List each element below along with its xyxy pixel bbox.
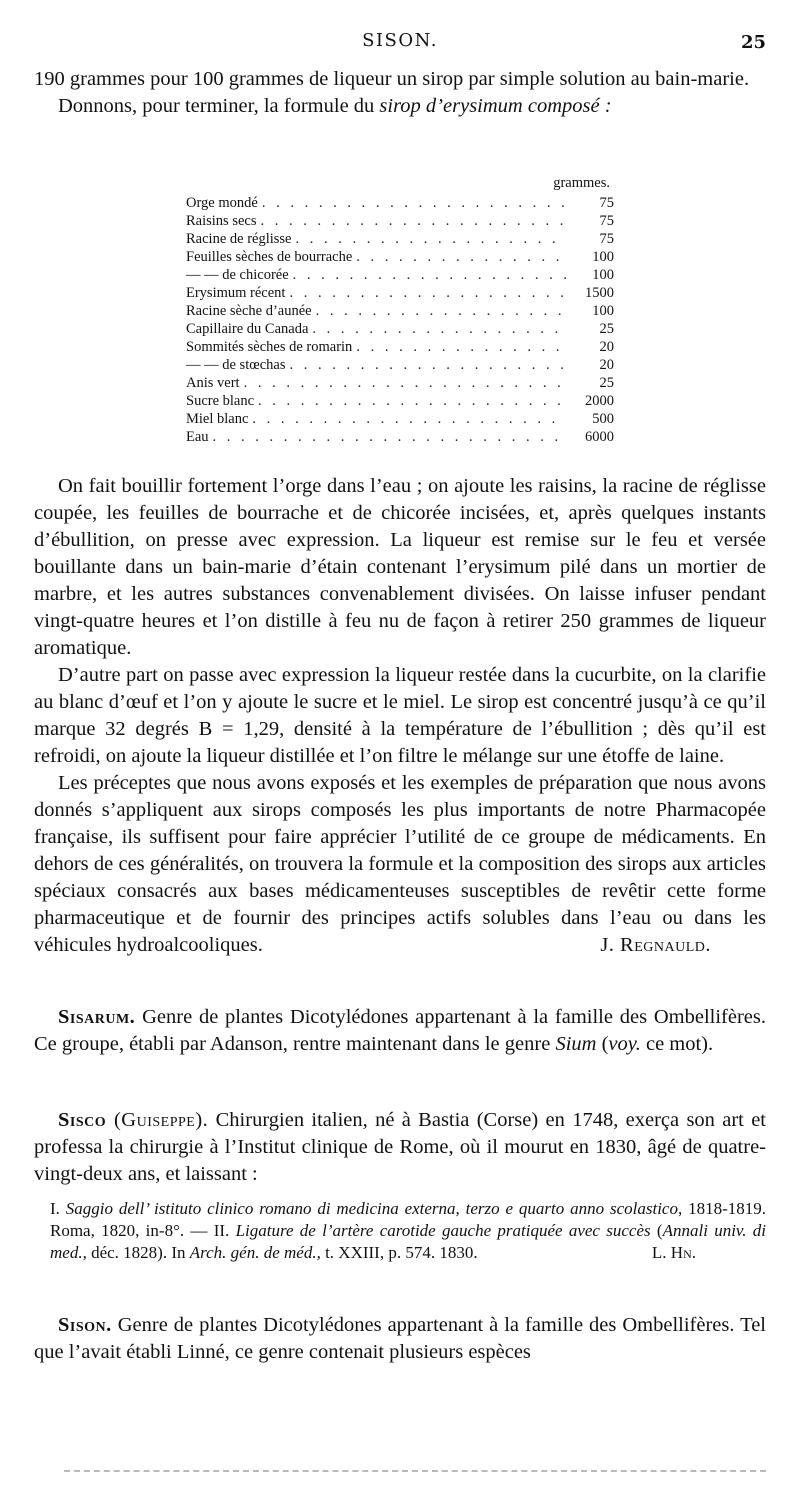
recipe-quantity: 500 bbox=[592, 411, 614, 427]
dot-leader bbox=[260, 212, 566, 230]
running-title: SISON. bbox=[362, 30, 438, 51]
biblio-signature: L. Hn. bbox=[651, 1243, 696, 1262]
biblio-part: déc. 1828). In bbox=[86, 1243, 190, 1262]
bottom-bleed-rule bbox=[64, 1470, 766, 1472]
biblio-title-2: Ligature de l’artère carotide gauche pratiquée avec succès bbox=[235, 1221, 651, 1240]
recipe-quantity: 100 bbox=[592, 249, 614, 265]
recipe-ingredient: Capillaire du Canada bbox=[186, 321, 309, 337]
sisarum-text-2: ( bbox=[596, 1033, 609, 1055]
biblio-journal-2: Arch. gén. de méd., bbox=[189, 1243, 321, 1262]
dot-leader bbox=[296, 230, 567, 248]
recipe-ingredient: Raisins secs bbox=[186, 213, 257, 229]
recipe-row bbox=[186, 230, 614, 248]
recipe-row bbox=[186, 356, 614, 374]
recipe-quantity: 25 bbox=[599, 321, 614, 337]
recipe-ingredient: Orge mondé bbox=[186, 195, 258, 211]
recipe-quantity: 6000 bbox=[585, 429, 614, 445]
recipe-quantity: 75 bbox=[599, 231, 614, 247]
dot-leader bbox=[289, 284, 566, 302]
recipe-row bbox=[186, 212, 614, 230]
running-head bbox=[34, 30, 766, 54]
recipe-quantity: 100 bbox=[592, 303, 614, 319]
entry-sisco bbox=[34, 1107, 766, 1264]
recipe-ingredient: Sucre blanc bbox=[186, 393, 255, 409]
recipe-row bbox=[186, 320, 614, 338]
biblio-journal-1: Annali univ. di med., bbox=[50, 1221, 766, 1262]
intro-block bbox=[34, 66, 766, 120]
recipe-ingredient: Erysimum récent bbox=[186, 285, 286, 301]
recipe-table bbox=[186, 174, 614, 446]
recipe-row bbox=[186, 248, 614, 266]
recipe-quantity: 1500 bbox=[585, 285, 614, 301]
recipe-row bbox=[186, 266, 614, 284]
recipe-row bbox=[186, 338, 614, 356]
sisarum-text-3: ce mot). bbox=[640, 1033, 714, 1055]
preparation-paragraph-2: D’autre part on passe avec expression la liqueur restée dans la cucurbite, on la clarifie au blanc d’œuf et l’on y ajoute le sucre et le miel. Le sirop est concentré jusqu’à ce qu’il marque 32 degrés B = 1,29, densité à la température de l’ébullition ; dès qu’il est refroidi, on ajoute la liqueur distillée et l’on filtre le mélange sur une étoffe de laine. bbox=[34, 664, 766, 767]
formula-intro bbox=[34, 93, 766, 120]
dot-leader bbox=[262, 194, 566, 212]
recipe-ingredient: Miel blanc bbox=[186, 411, 249, 427]
sisco-text: Chirurgien italien, né à Bastia (Corse) en 1748, exerça son art et professa la chirurgie à l’Institut clinique de Rome, où il mourut en 1830, âgé de quatre-vingt-deux ans, et laissant : bbox=[34, 1109, 766, 1185]
recipe-row bbox=[186, 194, 614, 212]
entry-sison bbox=[34, 1312, 766, 1366]
sison-headword: Sison. bbox=[58, 1314, 112, 1336]
sison-paragraph bbox=[34, 1312, 766, 1366]
dot-leader bbox=[316, 302, 566, 320]
biblio-part: 1818-1819. Roma, 1820, in-8°. — II. bbox=[50, 1199, 766, 1240]
recipe-row bbox=[186, 302, 614, 320]
entry-sisarum bbox=[34, 1004, 766, 1058]
formula-intro-text: Donnons, pour terminer, la formule du bbox=[58, 95, 380, 117]
recipe-ingredient: — — de stœchas bbox=[186, 357, 286, 373]
preparation-paragraph-1: On fait bouillir fortement l’orge dans l’eau ; on ajoute les raisins, la racine de réglisse coupée, les feuilles de bourrache et de chicorée incisées, et, après quelques instants d’ébullition, on presse avec expression. La liqueur est remise sur le feu et versée bouillante dans un bain-marie d’étain contenant l’erysimum pilé dans un mortier de marbre, et les autres substances convenablement divisées. On laisse infuser pendant vingt-quatre heures et l’on distille à feu nu de façon à retirer 250 grammes de liqueur aromatique. bbox=[34, 475, 766, 659]
sisarum-text-1: Genre de plantes Dicotylédones appartenant à la famille des Ombellifères. Ce groupe, établi par Adanson, rentre maintenant dans le genre bbox=[34, 1006, 766, 1055]
formula-title: sirop d’erysimum composé : bbox=[379, 95, 612, 117]
recipe-ingredient: Eau bbox=[186, 429, 209, 445]
sison-text: Genre de plantes Dicotylédones appartenant à la famille des Ombellifères. Tel que l’avait établi Linné, ce genre contenait plusieurs espèces bbox=[34, 1314, 766, 1363]
dot-leader bbox=[356, 248, 566, 266]
sisarum-voy: voy. bbox=[608, 1033, 641, 1055]
recipe-row bbox=[186, 284, 614, 302]
recipe-quantity: 20 bbox=[599, 357, 614, 373]
recipe-quantity: 20 bbox=[599, 339, 614, 355]
recipe-unit-header: grammes. bbox=[553, 175, 610, 191]
page-number: 25 bbox=[740, 32, 766, 53]
conclusion-text: Les préceptes que nous avons exposés et les exemples de préparation que nous avons donnés s’appliquent aux sirops composés les plus importants de notre Pharmacopée française, ils suffisent pour faire apprécier l’utilité de ce groupe de médicaments. En dehors de ces généralités, on trouvera la formule et la composition des sirops aux articles spéciaux consacrés aux bases médicamenteuses susceptibles de revêtir cette forme pharmaceutique et de fournir des principes actifs solubles dans l’eau ou dans les véhicules hydroalcooliques. bbox=[34, 772, 766, 956]
dot-leader bbox=[356, 338, 566, 356]
conclusion-paragraph bbox=[34, 770, 766, 959]
recipe-rows bbox=[186, 194, 614, 446]
dot-leader bbox=[258, 392, 566, 410]
recipe-quantity: 100 bbox=[592, 267, 614, 283]
dot-leader bbox=[252, 410, 566, 428]
biblio-part: ( bbox=[650, 1221, 663, 1240]
author-signature: J. Regnauld. bbox=[600, 934, 711, 956]
recipe-quantity: 2000 bbox=[585, 393, 614, 409]
biblio-part: I. bbox=[50, 1199, 66, 1218]
sisco-headword: Sisco bbox=[58, 1109, 107, 1131]
sisarum-genus: Sium bbox=[555, 1033, 597, 1055]
dot-leader bbox=[289, 356, 566, 374]
sisco-bibliography bbox=[34, 1198, 766, 1264]
preparation-block bbox=[34, 473, 766, 959]
recipe-quantity: 75 bbox=[599, 195, 614, 211]
recipe-quantity: 25 bbox=[599, 375, 614, 391]
recipe-row bbox=[186, 374, 614, 392]
dot-leader bbox=[213, 428, 566, 446]
recipe-quantity: 75 bbox=[599, 213, 614, 229]
recipe-ingredient: — — de chicorée bbox=[186, 267, 289, 283]
sisco-paragraph bbox=[34, 1107, 766, 1188]
recipe-row bbox=[186, 392, 614, 410]
dot-leader bbox=[244, 374, 566, 392]
recipe-ingredient: Feuilles sèches de bourrache bbox=[186, 249, 353, 265]
sisarum-paragraph bbox=[34, 1004, 766, 1058]
recipe-ingredient: Racine sèche d’aunée bbox=[186, 303, 312, 319]
recipe-ingredient: Sommités sèches de romarin bbox=[186, 339, 353, 355]
dot-leader bbox=[293, 266, 566, 284]
biblio-title-1: Saggio dell’ istituto clinico romano di medicina externa, terzo e quarto anno scolastico, bbox=[65, 1199, 683, 1218]
recipe-row bbox=[186, 410, 614, 428]
recipe-row bbox=[186, 428, 614, 446]
sisarum-headword: Sisarum. bbox=[58, 1006, 136, 1028]
intro-paragraph: 190 grammes pour 100 grammes de liqueur un sirop par simple solution au bain-marie. bbox=[34, 68, 750, 90]
biblio-part: t. XXIII, p. 574. 1830. bbox=[320, 1243, 478, 1262]
dot-leader bbox=[312, 320, 566, 338]
sisco-given-name: (Guiseppe). bbox=[106, 1109, 209, 1131]
recipe-ingredient: Racine de réglisse bbox=[186, 231, 292, 247]
recipe-ingredient: Anis vert bbox=[186, 375, 240, 391]
